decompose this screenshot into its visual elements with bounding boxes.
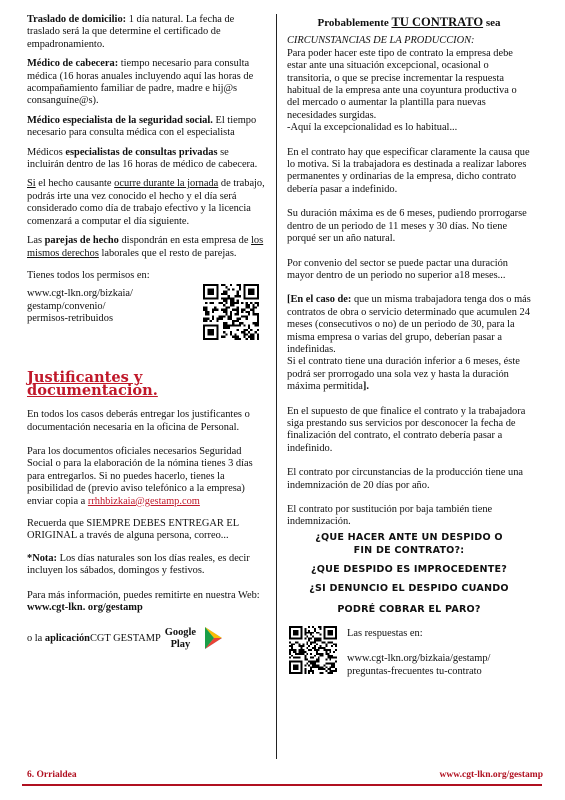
si-b: el hecho causante [35, 178, 115, 190]
nota-text: Los días naturales son los días reales, es decir incluyen los sábados, domingos y festivos. [27, 552, 250, 577]
circunstancias-paragraph [287, 48, 531, 122]
nota-label: *Nota: [27, 552, 58, 564]
caso-text: que un misma trabajadora tenga dos o más contratos de obra o servicio determinado que acumulen 24 meses (consecutivos o no) de un periodo de 30, para la misma empresa o varias del grupo, deberían pasar a indefinidas. [287, 294, 531, 355]
email-link[interactable]: rrhhbizkaia@gestamp.com [87, 495, 200, 507]
permisos-url-line-1: www.cgt-lkn.org/bizkaia/ [27, 288, 133, 300]
page-footer [0, 770, 565, 784]
google-play-icon[interactable] [200, 624, 228, 654]
nota-paragraph [27, 553, 267, 578]
traslado-paragraph [27, 14, 267, 51]
app-b: aplicación [44, 633, 90, 645]
parejas-d: los mismos derechos [27, 235, 264, 259]
respuestas-url-line-2: preguntas-frecuentes tu-contrato [347, 665, 482, 677]
right-column [287, 14, 531, 684]
permisos-url-line-2: gestamp/convenio/ [27, 300, 106, 312]
parejas-paragraph [27, 235, 267, 260]
caso-text-2: Si el contrato tiene una duración inferior a 6 meses, éste podrá ser prorrogado una sola vez y hasta la duración máxima permitida [287, 356, 520, 393]
especialista-paragraph [27, 115, 267, 140]
permisos-qr-code-icon[interactable] [203, 284, 259, 340]
supuesto-paragraph: En el supuesto de que finalice el contrato y la trabajadora siga prestando sus servicios por desconocer la fecha de finalización del contrato, el contrato debería pasar a indefinido. [287, 405, 526, 454]
medico-label: Médico de cabecera: [27, 58, 119, 70]
footer-rule [22, 784, 542, 786]
circunstancias-text: Para poder hacer este tipo de contrato la empresa debe estar ante una situación excepcional, ocasional o transitoria, o que se precise incrementar la respuesta habitual de la empresa ante una coyuntura productiva o del mercado o aumentar la plantilla para nuevas necesidades surgidas. [287, 47, 517, 121]
page-number: 6. Orrialdea [27, 770, 77, 780]
column-divider [276, 14, 277, 759]
traslado-text: 1 día natural. La fecha de traslado será la que determine el certificado de empadronamiento. [27, 14, 235, 50]
si-d: de trabajo, podrás irte una vez conocido el hecho y el día será considerado como día de trabajo efectivo y la licencia comenzará a computar el día siguiente. [27, 178, 265, 227]
parejas-a: Las [27, 235, 45, 247]
privadas-a: Médicos [27, 146, 66, 158]
parejas-c: dispondrán en esta empresa de [118, 235, 252, 247]
si-c: ocurre durante la jornada [114, 178, 219, 190]
sustitucion-paragraph: El contrato por sustitución por baja también tiene indemnización. [287, 504, 493, 528]
google-play-line-1: Google [164, 627, 196, 639]
indemnizacion-paragraph: El contrato por circunstancias de la producción tiene una indemnización de 20 días por año. [287, 467, 524, 491]
circunstancias-title: CIRCUNSTANCIAS DE LA PRODUCCION: [287, 35, 475, 47]
answers-row [287, 622, 531, 684]
especialista-text: El tiempo necesario para consulta médica con el especialista [27, 114, 257, 139]
medico-paragraph [27, 58, 267, 108]
prob-c: sea [483, 17, 501, 29]
contrato-heading [287, 16, 531, 29]
medico-text: tiempo necesario para consulta médica (16 horas anuales incluyendo aquí las horas de acompañamiento familiar de padre, madre e hij@s consanguíne@s). [27, 58, 254, 107]
q3-line-2: PODRÉ COBRAR EL PARO? [337, 603, 481, 615]
permisos-url-row [27, 288, 267, 366]
question-paro [287, 582, 531, 616]
parejas-e: laborales que el resto de parejas. [98, 247, 237, 259]
caso-paragraph [287, 294, 531, 393]
privadas-c: se incluirán dentro de las 16 horas de médico de cabecera. [27, 146, 258, 171]
q1-line-1: ¿QUE HACER ANTE UN DESPIDO O [315, 531, 503, 543]
mas-info-paragraph [27, 590, 267, 615]
prob-a: Probablemente [317, 17, 392, 29]
duracion-paragraph: Su duración máxima es de 6 meses, pudiendo prorrogarse dentro de un periodo de 11 meses y 30 días. No tiene porqué ser un año natural. [287, 208, 527, 245]
q3-line-1: ¿SI DENUNCIO EL DESPIDO CUANDO [309, 582, 509, 594]
prob-b: TU CONTRATO [391, 15, 484, 29]
app-row [27, 624, 267, 654]
documentos-text: Para los documentos oficiales necesarios Seguridad Social o para la elaboración de la nómina tienes 3 días para entregarlos. Si no puedes hacerlo, tienes la posibilidad de (previo aviso telefónico a la empresa) enviar copia a [27, 445, 253, 507]
privadas-b: especialistas de consultas privadas [65, 146, 218, 158]
parejas-b: parejas de hecho [44, 235, 119, 247]
permisos-url[interactable] [27, 288, 177, 325]
q1-line-2: FIN DE CONTRATO?: [353, 544, 465, 556]
mas-info-text: Para más información, puedes remitirte en nuestra Web: [27, 589, 260, 601]
google-play-label[interactable] [165, 624, 228, 654]
permisos-url-line-3: permisos-retribuidos [27, 313, 113, 325]
footer-site[interactable]: www.cgt-lkn.org/gestamp [439, 770, 543, 780]
app-a: o la [27, 633, 43, 645]
documentos-paragraph [27, 446, 267, 508]
app-c: CGT GESTAMP [89, 633, 161, 645]
excepcionalidad-line: -Aquí la excepcionalidad es lo habitual... [287, 122, 458, 134]
justificantes-heading: Justificantes y documentación. [27, 369, 158, 399]
si-a: Si [27, 178, 36, 190]
respuestas-url[interactable] [347, 652, 490, 678]
question-despido [287, 531, 531, 557]
especialista-label: Médico especialista de la seguridad social. [27, 114, 213, 126]
todos-paragraph: En todos los casos deberás entregar los justificantes o documentación necesaria en la oficina de Personal. [27, 409, 250, 433]
web-link[interactable]: www.cgt-lkn. org/gestamp [27, 602, 143, 613]
causa-paragraph: En el contrato hay que especificar claramente la causa que lo motiva. Si la trabajadora es destinada a realizar labores permanentes y ordinarias de la empresa, dicho contrato debería pasar a indefinido. [287, 146, 530, 195]
caso-label: [En el caso de: [287, 294, 352, 306]
recuerda-paragraph: Recuerda que SIEMPRE DEBES ENTREGAR EL ORIGINAL a través de alguna persona, correo... [27, 517, 239, 542]
traslado-label: Traslado de domicilio: [27, 14, 127, 25]
convenio-paragraph: Por convenio del sector se puede pactar una duración mayor dentro de un periodo no superior a18 meses... [287, 257, 509, 281]
respuestas-label: Las respuestas en: [347, 627, 423, 639]
caso-end: ]. [362, 381, 369, 393]
privadas-paragraph [27, 147, 267, 172]
permisos-intro: Tienes todos los permisos en: [27, 269, 150, 281]
si-paragraph [27, 178, 267, 228]
google-play-line-2: Play [170, 639, 191, 651]
respuestas-qr-code-icon[interactable] [289, 626, 337, 674]
left-column [27, 14, 267, 654]
question-improcedente: ¿QUE DESPIDO ES IMPROCEDENTE? [311, 563, 507, 575]
respuestas-url-line-1: www.cgt-lkn.org/bizkaia/gestamp/ [347, 652, 491, 664]
